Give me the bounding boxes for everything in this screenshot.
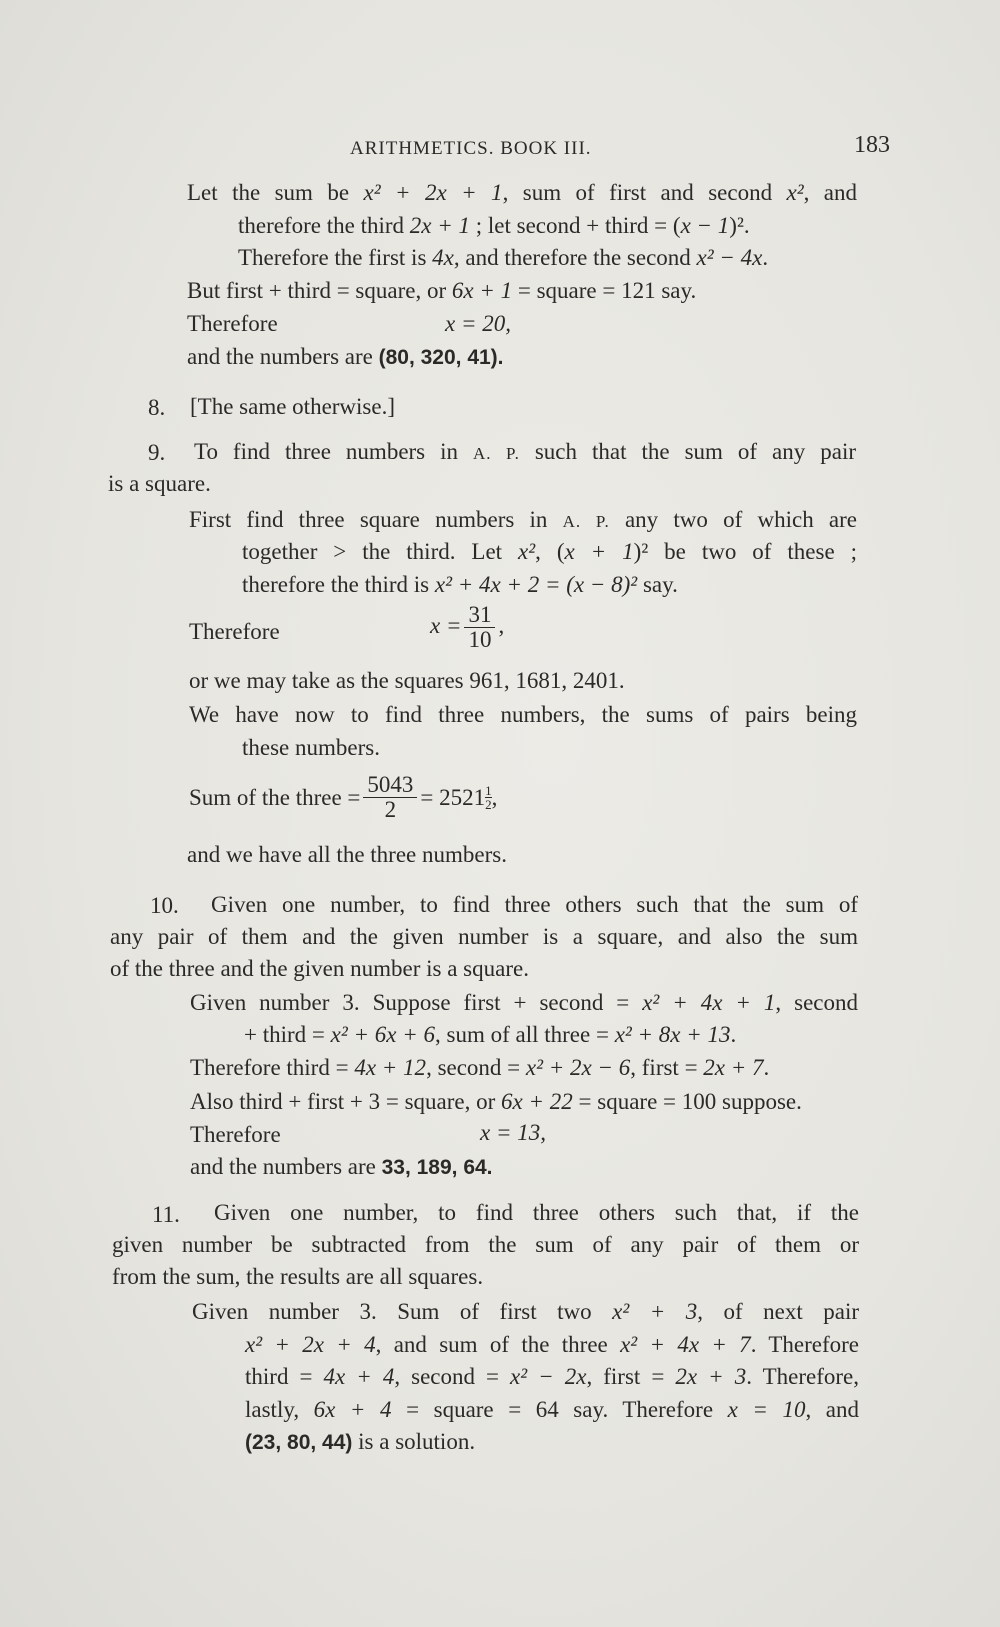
p10-line-6: Therefore third = 4x + 12, second = x² + 2x − 6, first = 2x + 7. [190, 1055, 770, 1080]
p9-line-4: together > the third. Let x², (x + 1)² be two of these ; [242, 539, 857, 564]
p9-line-7: or we may take as the squares 961, 1681, 2401. [189, 668, 625, 693]
p10-equation-x13: x = 13, [480, 1120, 546, 1145]
p11-number: 11. [152, 1202, 180, 1227]
p7-line-4: But first + third = square, or 6x + 1 = square = 121 say. [187, 278, 697, 303]
p9-line-1: To find three numbers in A. P. such that the sum of any pair [194, 439, 856, 464]
p7-equation-x20: x = 20, [445, 311, 511, 336]
p10-line-1: Given one number, to find three others such that the sum of [211, 892, 858, 917]
p11-line-4: Given number 3. Sum of first two x² + 3, of next pair [192, 1299, 859, 1324]
p9-line-5: therefore the third is x² + 4x + 2 = (x − 8)² say. [242, 572, 678, 597]
p7-line-5: Therefore [187, 311, 278, 336]
p9-line-6: Therefore [189, 619, 280, 644]
p10-line-8: Therefore [190, 1122, 281, 1147]
p9-line-2: is a square. [108, 471, 211, 496]
p7-line-3: Therefore the first is 4x, and therefore the second x² − 4x. [238, 245, 769, 270]
p9-line-9: these numbers. [242, 735, 380, 760]
p10-line-4: Given number 3. Suppose first + second = x² + 4x + 1, second [190, 990, 858, 1015]
p11-line-2: given number be subtracted from the sum of any pair of them or [112, 1232, 859, 1257]
p9-line-3: First find three square numbers in A. P. any two of which are [189, 507, 857, 532]
p11-line-1: Given one number, to find three others such that, if the [214, 1200, 859, 1225]
page-number: 183 [854, 132, 890, 158]
p11-line-7: lastly, 6x + 4 = square = 64 say. Therefore x = 10, and [245, 1397, 859, 1422]
p11-line-3: from the sum, the results are all squares. [112, 1264, 484, 1289]
p7-line-1: Let the sum be x² + 2x + 1, sum of first and second x², and [187, 180, 857, 205]
p9-line-11: and we have all the three numbers. [187, 842, 507, 867]
p10-line-7: Also third + first + 3 = square, or 6x + 22 = square = 100 suppose. [190, 1089, 802, 1114]
p10-line-2: any pair of them and the given number is a square, and also the sum [110, 924, 858, 949]
p8-text: [The same otherwise.] [190, 394, 396, 419]
fraction-one-half: $\frac{1}{2}$ [485, 783, 492, 813]
p10-line-5: + third = x² + 6x + 6, sum of all three = x² + 8x + 13. [244, 1022, 737, 1047]
p7-line-2: therefore the third 2x + 1 ; let second + third = (x − 1)². [238, 213, 750, 238]
p7-line-6: and the numbers are (80, 320, 41). [187, 344, 504, 369]
p11-line-6: third = 4x + 4, second = x² − 2x, first = 2x + 3. Therefore, [245, 1364, 859, 1389]
p11-line-8: (23, 80, 44) is a solution. [245, 1429, 476, 1454]
p10-line-9: and the numbers are 33, 189, 64. [190, 1154, 493, 1179]
p9-equation-x: x = $\frac{31}{10}$ , [430, 602, 505, 653]
p9-line-8: We have now to find three numbers, the sums of pairs being [189, 702, 857, 727]
p10-line-3: of the three and the given number is a square. [110, 956, 529, 981]
p10-number: 10. [150, 893, 179, 918]
fraction-5043-2: $\frac{5043}{2}$ [363, 773, 417, 822]
running-title: ARITHMETICS. BOOK III. [350, 138, 592, 159]
p11-line-5: x² + 2x + 4, and sum of the three x² + 4x + 7. Therefore [245, 1332, 859, 1357]
fraction-31-10: $\frac{31}{10}$ [464, 603, 495, 652]
p9-number: 9. [148, 440, 166, 465]
p9-line-10: Sum of the three = $\frac{5043}{2}$ = 2521 $\frac{1}{2}$ , [189, 772, 498, 823]
p8-number: 8. [148, 395, 166, 420]
